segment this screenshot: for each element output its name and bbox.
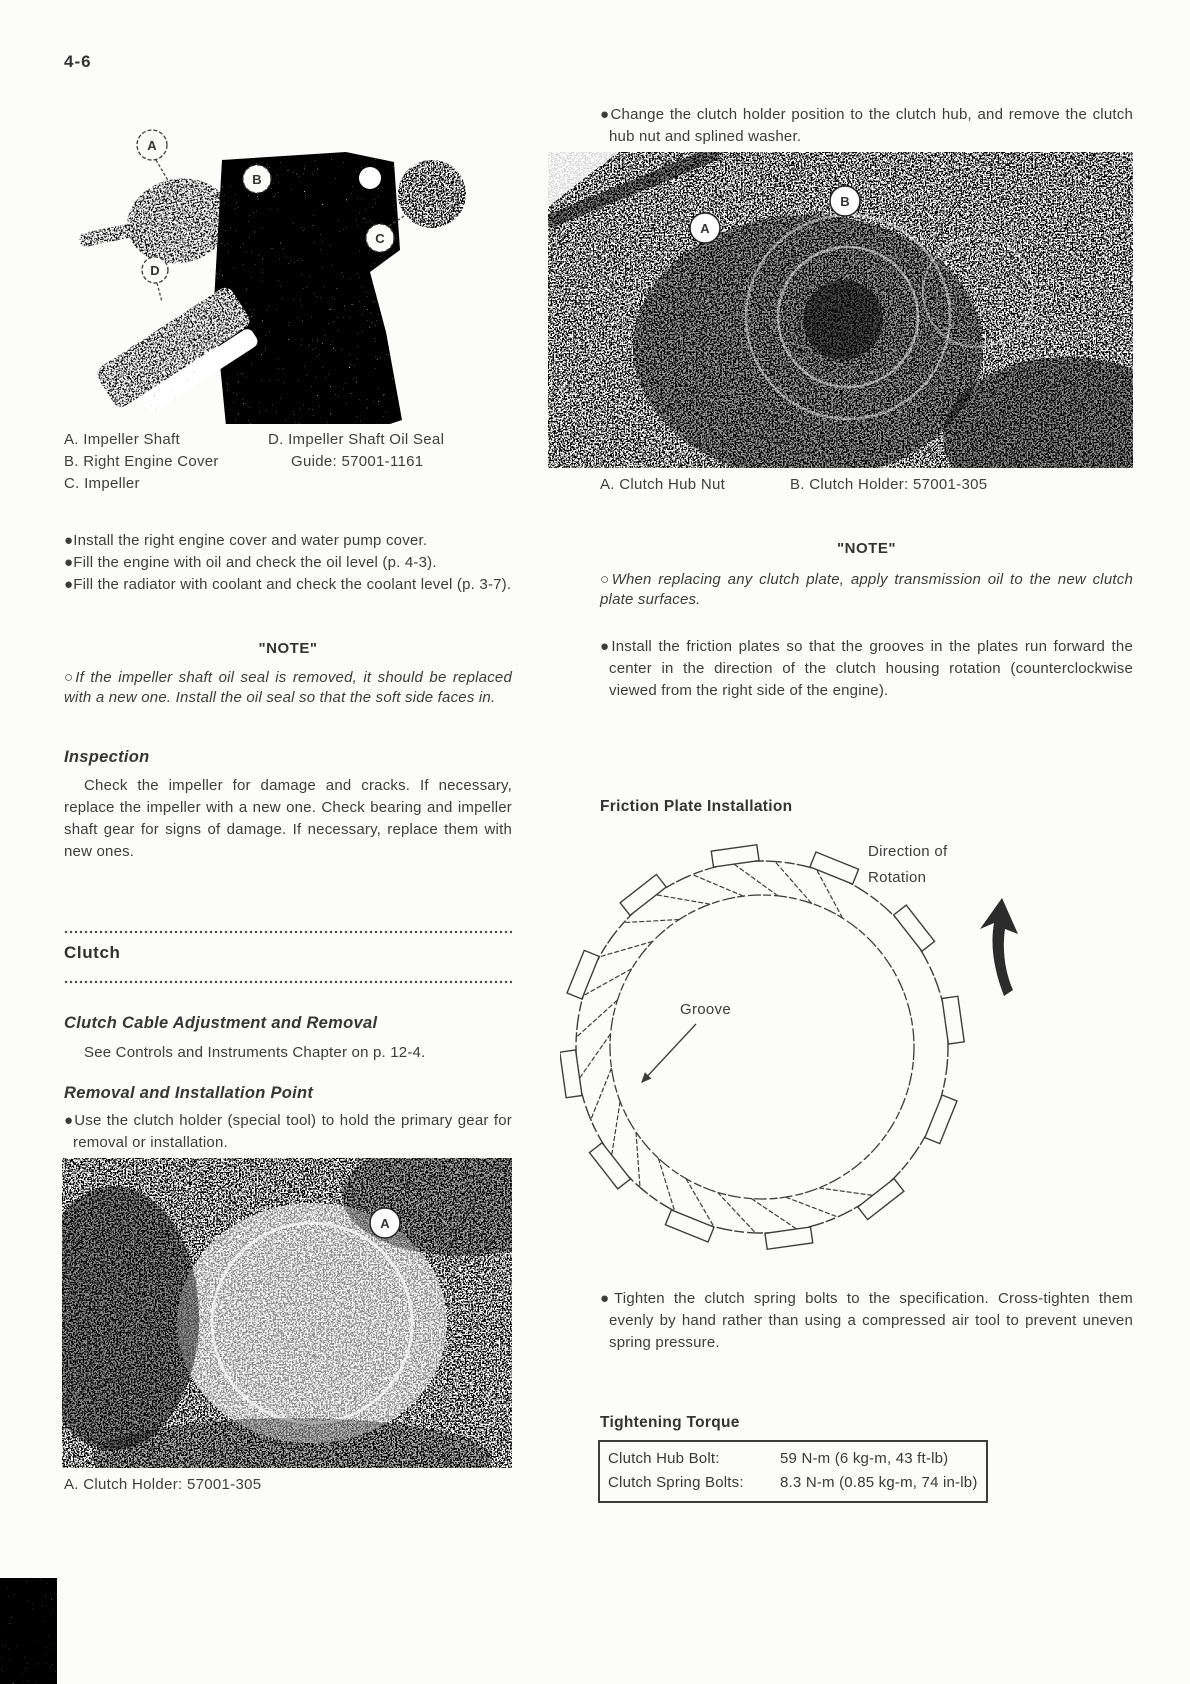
friction-plate-step	[600, 636, 1133, 702]
step-change-holder: ●Change the clutch holder position to the clutch hub, and remove the clutch hub nut and splined washer.	[600, 106, 1133, 145]
callout-c-label: C	[375, 231, 385, 246]
figure-caption-a: A. Impeller Shaft	[64, 431, 180, 448]
page-number: 4-6	[64, 52, 92, 71]
step-tighten-spring-bolts: ●Tighten the clutch spring bolts to the specification. Cross-tighten them evenly by hand rather than using a compressed air tool to prevent uneven spring pressure.	[600, 1290, 1133, 1351]
step-install-cover: ●Install the right engine cover and water pump cover.	[64, 532, 428, 549]
clutch-cable-text: See Controls and Instruments Chapter on p. 12-4.	[84, 1044, 426, 1061]
section-rule-top	[64, 930, 512, 934]
removal-point-heading: Removal and Installation Point	[64, 1084, 314, 1102]
groove-pointer	[642, 1024, 696, 1082]
torque-label-hub: Clutch Hub Bolt:	[608, 1450, 720, 1467]
photo-callout-b-label: B	[840, 194, 850, 209]
step-install-friction-plates: ●Install the friction plates so that the grooves in the plates run forward the center in the direction of the clutch housing rotation (counterclockwise viewed from the right side of the engine).	[600, 638, 1133, 699]
clutch-holder-photo	[62, 1158, 512, 1468]
step-fill-coolant: ●Fill the radiator with coolant and check the coolant level (p. 3-7).	[64, 576, 512, 593]
rotation-arrow	[980, 898, 1018, 996]
step-fill-oil: ●Fill the engine with oil and check the oil level (p. 4-3).	[64, 554, 437, 571]
clutch-holder-photo-caption: A. Clutch Holder: 57001-305	[64, 1476, 262, 1493]
torque-label-spring: Clutch Spring Bolts:	[608, 1474, 744, 1491]
impeller-parts-figure	[64, 122, 512, 424]
figure-caption-d2: Guide: 57001-1161	[291, 453, 424, 470]
right-engine-cover-drawing	[214, 152, 402, 424]
hub-photo-caption-b: B. Clutch Holder: 57001-305	[790, 476, 988, 493]
torque-value-hub: 59 N-m (6 kg-m, 43 ft-lb)	[780, 1450, 949, 1467]
inspection-heading: Inspection	[64, 748, 150, 766]
callout-a-label: A	[147, 138, 157, 153]
friction-diagram-title: Friction Plate Installation	[600, 798, 793, 815]
inspection-text: Check the impeller for damage and cracks. If necessary, replace the impeller with a new one. Check bearing and impeller shaft gear for signs of damage. If necessary, replace them with new ones.	[64, 777, 512, 860]
section-title-clutch: Clutch	[64, 943, 121, 962]
callout-b-label: B	[252, 172, 262, 187]
friction-plate-drawing	[560, 845, 964, 1249]
direction-label-line2: Rotation	[868, 869, 927, 886]
callout-d-label: D	[150, 263, 160, 278]
figure-caption-b: B. Right Engine Cover	[64, 453, 219, 470]
removal-point-step	[64, 1110, 512, 1154]
direction-label-line1: Direction of	[868, 843, 948, 860]
groove-label: Groove	[680, 1001, 731, 1018]
note-heading-left: "NOTE"	[258, 640, 318, 657]
impeller-small-part-drawing	[359, 167, 381, 189]
friction-plate-diagram	[560, 828, 1030, 1260]
scan-artifact-block	[0, 1578, 57, 1684]
clutch-hub-photo	[548, 152, 1133, 468]
install-steps	[64, 530, 512, 596]
note-heading-right: "NOTE"	[837, 540, 896, 557]
note-text-left: ○If the impeller shaft oil seal is removed, it should be replaced with a new one. Install the oil seal so that the soft side faces in.	[64, 669, 512, 706]
step-use-clutch-holder: ●Use the clutch holder (special tool) to hold the primary gear for removal or installation.	[64, 1112, 512, 1151]
callout-d-leader	[157, 283, 162, 302]
torque-title: Tightening Torque	[600, 1414, 740, 1431]
photo-callout-a-label: A	[380, 1216, 390, 1231]
tighten-step	[600, 1288, 1133, 1354]
section-rule-bottom	[64, 980, 512, 984]
photo-callout-a-label: A	[700, 221, 710, 236]
torque-row-hub	[600, 1447, 986, 1471]
note-text-right: ○When replacing any clutch plate, apply transmission oil to the new clutch plate surfaces.	[600, 571, 1133, 608]
impeller-drawing	[398, 160, 466, 228]
torque-table	[598, 1440, 988, 1503]
torque-row-spring	[600, 1471, 986, 1495]
remove-hub-step	[600, 104, 1133, 148]
figure-caption-c: C. Impeller	[64, 475, 140, 492]
clutch-cable-heading: Clutch Cable Adjustment and Removal	[64, 1014, 378, 1032]
hub-photo-caption-a: A. Clutch Hub Nut	[600, 476, 726, 493]
figure-caption-d1: D. Impeller Shaft Oil Seal	[268, 431, 445, 448]
torque-value-spring: 8.3 N-m (0.85 kg-m, 74 in-lb)	[780, 1474, 978, 1491]
